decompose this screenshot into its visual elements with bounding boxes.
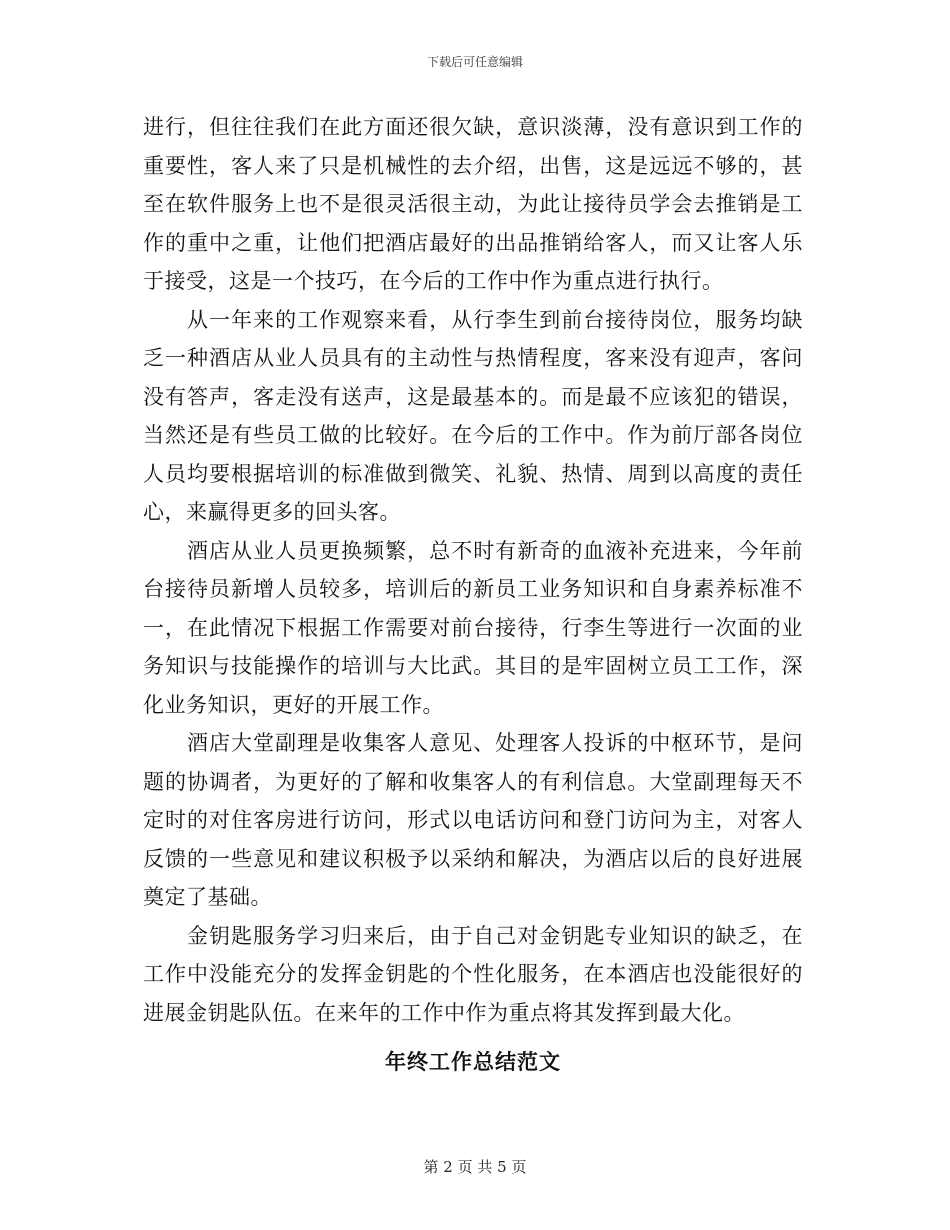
document-body — [143, 108, 803, 1080]
page-header: 下载后可任意编辑 — [426, 55, 523, 69]
paragraph-2: 从一年来的工作观察来看，从行李生到前台接待岗位，服务均缺乏一种酒店从业人员具有的主动性与热情程度，客来没有迎声，客问没有答声，客走没有送声，这是最基本的。而是最不应该犯的错误，当然还是有些员工做的比较好。在今后的工作中。作为前厅部各岗位人员均要根据培训的标准做到微笑、礼貌、热情、周到以高度的责任心，来赢得更多的回头客。 — [143, 307, 803, 524]
paragraph-5: 金钥匙服务学习归来后，由于自己对金钥匙专业知识的缺乏，在工作中没能充分的发挥金钥匙的个性化服务，在本酒店也没能很好的进展金钥匙队伍。在来年的工作中作为重点将其发挥到最大化。 — [143, 923, 803, 1025]
page-number-footer: 第 2 页 共 5 页 — [423, 1158, 527, 1176]
paragraph-1: 进行，但往往我们在此方面还很欠缺，意识淡薄，没有意识到工作的重要性，客人来了只是机械性的去介绍，出售，这是远远不够的，甚至在软件服务上也不是很灵活很主动，为此让接待员学会去推销是工作的重中之重，让他们把酒店最好的出品推销给客人，而又让客人乐于接受，这是一个技巧，在今后的工作中作为重点进行执行。 — [143, 115, 803, 293]
paragraph-3: 酒店从业人员更换频繁，总不时有新奇的血液补充进来，今年前台接待员新增人员较多，培训后的新员工业务知识和自身素养标准不一，在此情况下根据工作需要对前台接待，行李生等进行一次面的业务知识与技能操作的培训与大比武。其目的是牢固树立员工工作，深化业务知识，更好的开展工作。 — [143, 538, 803, 717]
section-title: 年终工作总结范文 — [385, 1049, 561, 1074]
paragraph-4: 酒店大堂副理是收集客人意见、处理客人投诉的中枢环节，是问题的协调者，为更好的了解和收集客人的有利信息。大堂副理每天不定时的对住客房进行访问，形式以电话访问和登门访问为主，对客人反馈的一些意见和建议积极予以采纳和解决，为酒店以后的良好进展奠定了基础。 — [143, 731, 803, 909]
